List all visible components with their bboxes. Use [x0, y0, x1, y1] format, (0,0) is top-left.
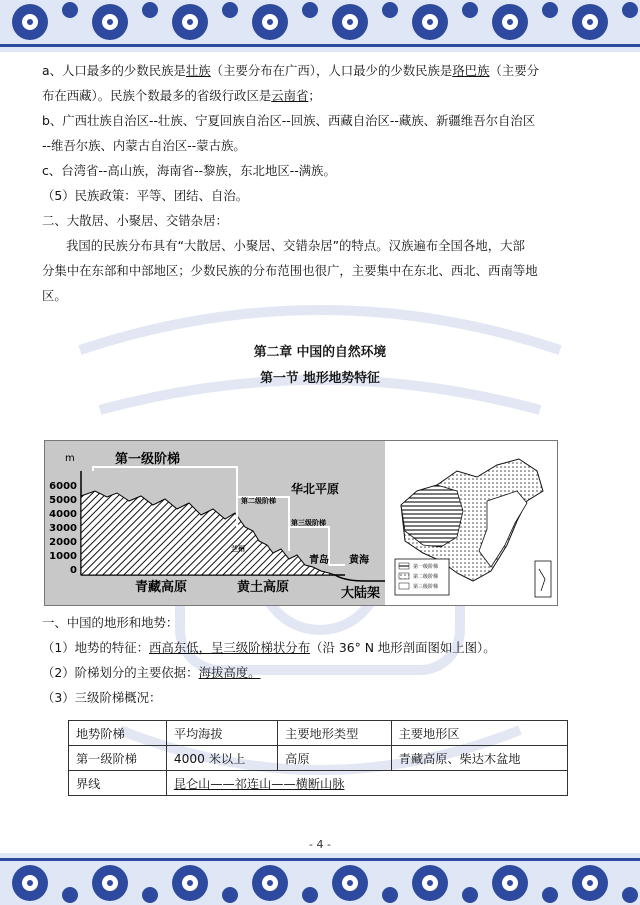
- text-line: [42, 183, 602, 208]
- page-number: - 4 -: [309, 838, 331, 851]
- underlined-key-term: 西高东低，呈三级阶梯状分布: [149, 640, 311, 655]
- text-segment: （3）三级阶梯概况：: [42, 690, 162, 705]
- text-line: [42, 58, 602, 83]
- underlined-key-term: 珞巴族: [452, 63, 490, 78]
- huangtu-label: 黄土高原: [237, 580, 290, 595]
- chapter-title: 第二章 中国的自然环境: [253, 345, 387, 360]
- underlined-key-term: 云南省: [271, 88, 309, 103]
- text-line: [42, 108, 602, 133]
- text-segment: ；: [308, 88, 321, 103]
- legend-step2: 第二级阶梯: [413, 574, 439, 580]
- text-segment: （主要分布在广西），人口最少的少数民族是: [210, 63, 453, 78]
- text-segment: 区。: [42, 288, 67, 303]
- y-tick: 1000: [49, 551, 77, 562]
- y-tick: 3000: [49, 523, 77, 534]
- step2-label: 第二级阶梯: [241, 497, 276, 505]
- text-segment: 一、中国的地形和地势：: [42, 615, 179, 630]
- underlined-key-term: 壮族: [185, 63, 211, 78]
- table-header-cell: 主要地形类型: [278, 721, 392, 746]
- y-tick: 2000: [49, 537, 77, 548]
- text-line: [42, 635, 602, 660]
- underlined-key-term: 海拔高度。: [198, 665, 261, 680]
- table-row: [69, 771, 568, 796]
- text-segment: （2）阶梯划分的主要依据：: [42, 665, 199, 680]
- text-line: [42, 685, 602, 710]
- text-content-after-figure: [42, 610, 602, 710]
- legend-step3: 第三级阶梯: [413, 584, 439, 590]
- terrain-figure: [44, 440, 558, 606]
- table-cell: [166, 771, 567, 796]
- table-cell: 4000 米以上: [166, 746, 277, 771]
- legend-step1: 第一级阶梯: [413, 564, 439, 570]
- text-line: [42, 258, 602, 283]
- y-tick: 5000: [49, 495, 77, 506]
- table-header-row: [69, 721, 568, 746]
- text-segment: （沿 36° N 地形剖面图如上图）。: [310, 640, 496, 655]
- text-segment: 分集中在东部和中部地区；少数民族的分布范围也很广，主要集中在东北、西北、西南等地: [42, 263, 538, 278]
- y-tick: 0: [70, 565, 77, 576]
- text-segment: b、广西壮族自治区--壮族、宁夏回族自治区--回族、西藏自治区--藏族、新疆维吾尔自治区: [42, 113, 536, 128]
- text-line: [42, 660, 602, 685]
- qingzang-label: 青藏高原: [135, 580, 188, 595]
- text-line: [42, 83, 602, 108]
- text-line: [42, 133, 602, 158]
- y-unit: m: [65, 453, 75, 464]
- text-line: [42, 283, 602, 308]
- table-cell: 高原: [278, 746, 392, 771]
- text-segment: --维吾尔族、内蒙古自治区--蒙古族。: [42, 138, 246, 153]
- top-decorative-border: [0, 0, 640, 52]
- text-segment: 布在西藏）。民族个数最多的省级行政区是: [42, 88, 272, 103]
- text-segment: 我国的民族分布具有“大散居、小聚居、交错杂居”的特点。汉族遍布全国各地，大部: [66, 238, 525, 253]
- y-tick: 6000: [49, 481, 77, 492]
- text-segment: 二、大散居、小聚居、交错杂居：: [42, 213, 228, 228]
- boundary-value: 昆仑山——祁连山——横断山脉: [173, 776, 345, 791]
- text-segment: c、台湾省--高山族，海南省--黎族，东北地区--满族。: [42, 163, 336, 178]
- text-segment: a、人口最多的少数民族是: [42, 63, 186, 78]
- table-header-cell: 平均海拔: [166, 721, 277, 746]
- text-segment: （1）地势的特征：: [42, 640, 150, 655]
- three-steps-table: [68, 720, 568, 796]
- section-title: 第一节 地形地势特征: [260, 371, 380, 386]
- table-cell: 青藏高原、柴达木盆地: [391, 746, 567, 771]
- huanghai-label: 黄海: [349, 555, 369, 566]
- chapter-headings: [0, 340, 640, 392]
- table-cell: 界线: [69, 771, 167, 796]
- dalujia-label: 大陆架: [341, 586, 381, 601]
- lanzhou-label: 兰州: [231, 545, 245, 553]
- step1-label: 第一级阶梯: [115, 452, 181, 467]
- table-row: [69, 746, 568, 771]
- text-segment: （5）民族政策：平等、团结、自治。: [42, 188, 249, 203]
- text-line: [42, 610, 602, 635]
- terrain-profile: [45, 441, 385, 605]
- y-tick: 4000: [49, 509, 77, 520]
- step3-label: 第三级阶梯: [291, 519, 326, 527]
- table-header-cell: 地势阶梯: [69, 721, 167, 746]
- text-content: [42, 58, 602, 308]
- text-segment: （主要分: [489, 63, 540, 78]
- text-line: [42, 233, 602, 258]
- china-relief-map: [387, 441, 557, 605]
- table-header-cell: 主要地形区: [391, 721, 567, 746]
- huabei-label: 华北平原: [291, 482, 340, 496]
- qingdao-label: 青岛: [309, 555, 329, 566]
- bottom-decorative-border: [0, 853, 640, 905]
- text-line: [42, 158, 602, 183]
- text-line: [42, 208, 602, 233]
- table-cell: 第一级阶梯: [69, 746, 167, 771]
